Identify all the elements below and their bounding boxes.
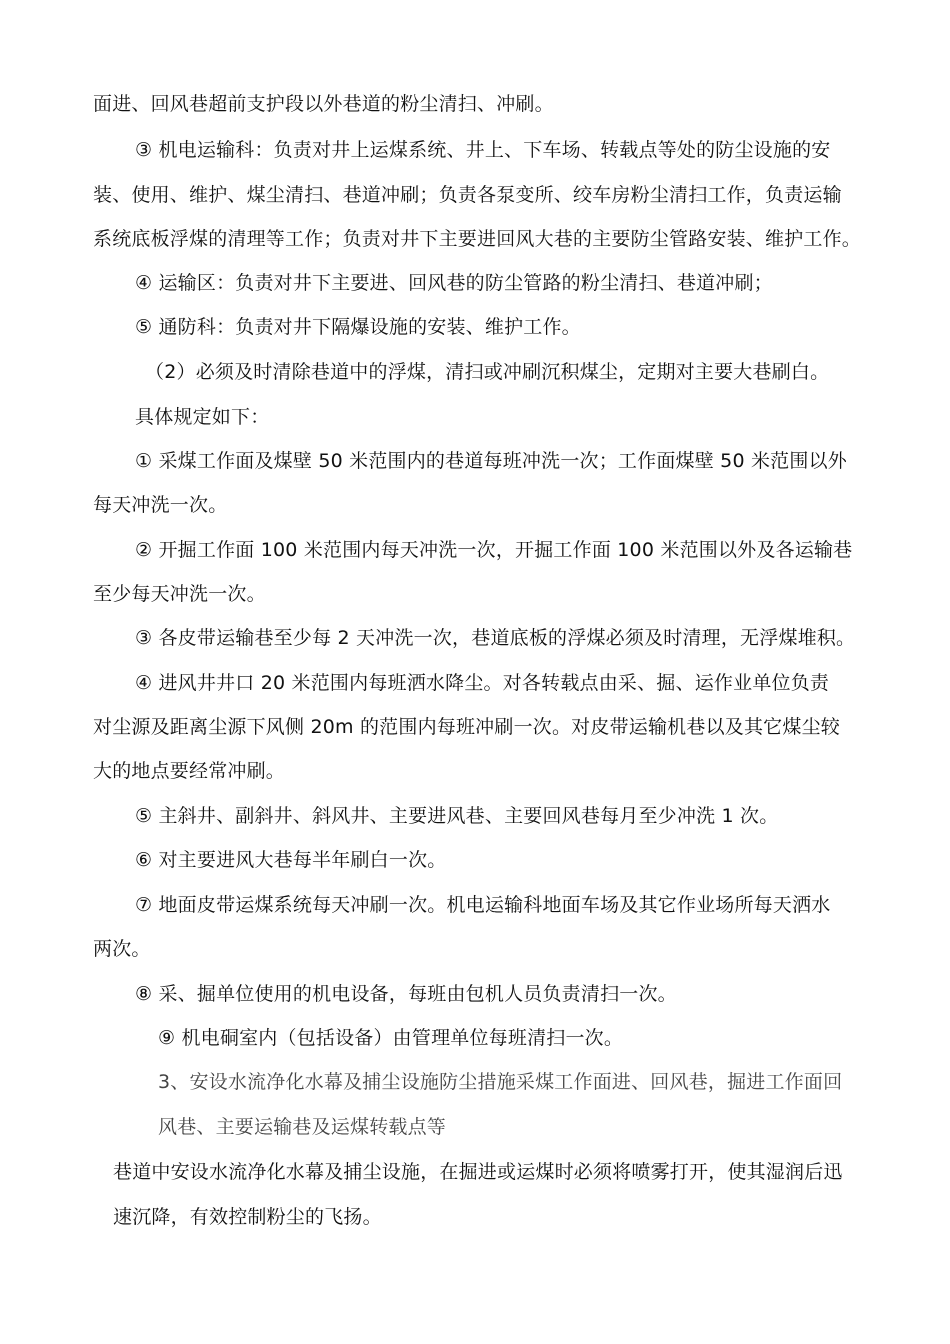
text-line: ④ 进风井井口 20 米范围内每班洒水降尘。对各转载点由采、掘、运作业单位负责 <box>135 672 830 694</box>
text-line: 具体规定如下： <box>135 406 270 428</box>
text-line: （2）必须及时清除巷道中的浮煤，清扫或冲刷沉积煤尘，定期对主要大巷刷白。 <box>145 361 830 383</box>
text-line: 巷道中安设水流净化水幕及捕尘设施，在掘进或运煤时必须将喷雾打开，使其湿润后迅 <box>113 1161 843 1183</box>
text-line: ① 采煤工作面及煤壁 50 米范围内的巷道每班冲洗一次；工作面煤壁 50 米范围以外 <box>135 450 847 472</box>
text-line: ④ 运输区：负责对井下主要进、回风巷的防尘管路的粉尘清扫、巷道冲刷； <box>135 272 773 294</box>
text-line: ⑥ 对主要进风大巷每半年刷白一次。 <box>135 849 447 871</box>
text-line: ⑧ 采、掘单位使用的机电设备，每班由包机人员负责清扫一次。 <box>135 983 677 1005</box>
text-line: ⑤ 通防科：负责对井下隔爆设施的安装、维护工作。 <box>135 316 581 338</box>
text-line: ② 开掘工作面 100 米范围内每天冲洗一次，开掘工作面 100 米范围以外及各运输巷 <box>135 539 853 561</box>
text-line: 大的地点要经常冲刷。 <box>93 760 286 782</box>
text-line: ⑨ 机电硐室内（包括设备）由管理单位每班清扫一次。 <box>158 1027 624 1049</box>
text-line: 两次。 <box>93 938 151 960</box>
text-line: ③ 各皮带运输巷至少每 2 天冲洗一次，巷道底板的浮煤必须及时清理，无浮煤堆积。 <box>135 627 856 649</box>
text-line: 对尘源及距离尘源下风侧 20m 的范围内每班冲刷一次。对皮带运输机巷以及其它煤尘较 <box>93 716 840 738</box>
text-line: 速沉降，有效控制粉尘的飞扬。 <box>113 1206 382 1228</box>
text-line: 每天冲洗一次。 <box>93 494 228 516</box>
text-line: 面进、回风巷超前支护段以外巷道的粉尘清扫、冲刷。 <box>93 93 554 115</box>
text-line: 至少每天冲洗一次。 <box>93 583 266 605</box>
text-line: 装、使用、维护、煤尘清扫、巷道冲刷；负责各泵变所、绞车房粉尘清扫工作，负责运输 <box>93 184 842 206</box>
text-line: 系统底板浮煤的清理等工作；负责对井下主要进回风大巷的主要防尘管路安装、维护工作。 <box>93 228 862 250</box>
text-line: 风巷、主要运输巷及运煤转载点等 <box>158 1116 447 1138</box>
text-line: 3、安设水流净化水幕及捕尘设施防尘措施采煤工作面进、回风巷，掘进工作面回 <box>158 1071 843 1093</box>
text-line: ③ 机电运输科：负责对井上运煤系统、井上、下车场、转载点等处的防尘设施的安 <box>135 139 831 161</box>
text-line: ⑤ 主斜井、副斜井、斜风井、主要进风巷、主要回风巷每月至少冲洗 1 次。 <box>135 805 779 827</box>
text-line: ⑦ 地面皮带运煤系统每天冲刷一次。机电运输科地面车场及其它作业场所每天洒水 <box>135 894 831 916</box>
